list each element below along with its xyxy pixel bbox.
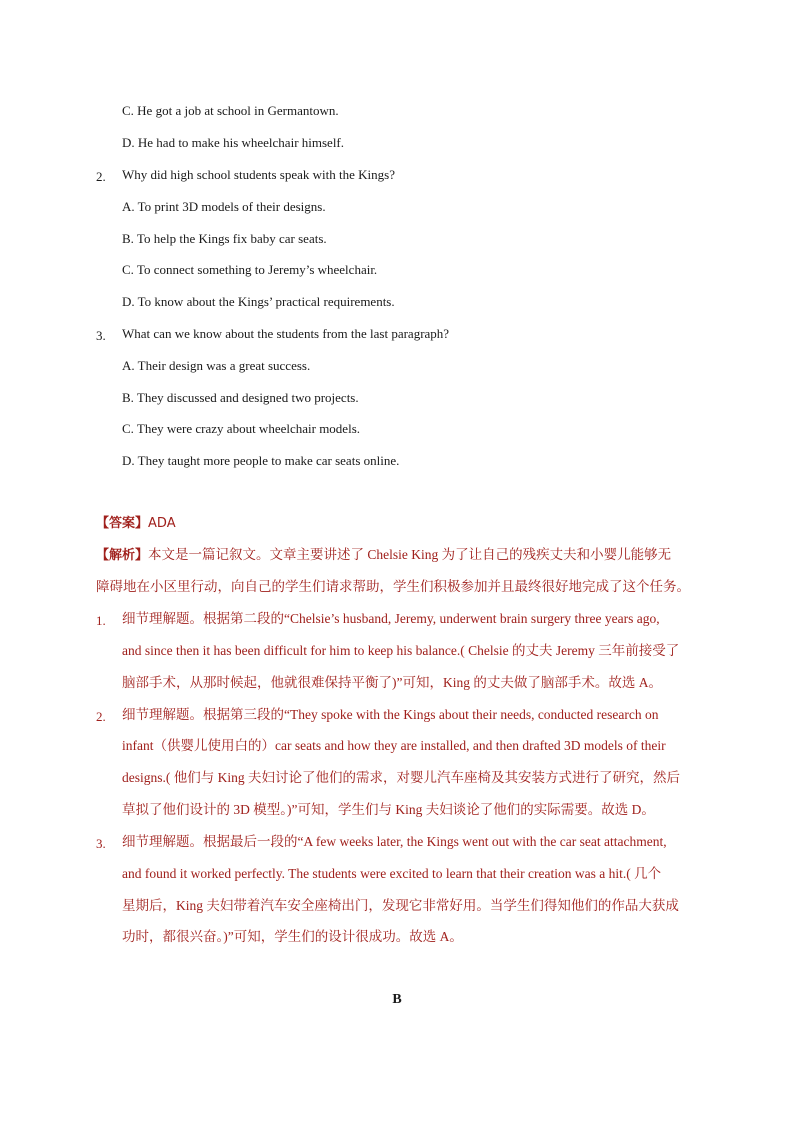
q2-option-b: B. To help the Kings fix baby car seats.: [122, 231, 327, 246]
analysis-item-1-line-2: and since then it has been difficult for him to keep his balance.( Chelsie 的丈夫 Jeremy 三年前接受了: [122, 643, 680, 658]
q3-option-b: B. They discussed and designed two projects.: [122, 390, 359, 405]
analysis-item-2-line-3: designs.( 他们与 King 夫妇讨论了他们的需求，对婴儿汽车座椅及其安装方式进行了研究，然后: [122, 770, 680, 785]
analysis-item-2-line-1: 细节理解题。根据第三段的“They spoke with the Kings about their needs, conducted research on: [122, 707, 659, 722]
q2-option-d: D. To know about the Kings’ practical requirements.: [122, 294, 395, 309]
analysis-item-1-line-1: 细节理解题。根据第二段的“Chelsie’s husband, Jeremy, underwent brain surgery three years ago,: [122, 611, 660, 626]
analysis-item-1-line-3: 脑部手术，从那时候起，他就很难保持平衡了)”可知，King 的丈夫做了脑部手术。故选 A。: [122, 675, 662, 690]
q1-option-d: D. He had to make his wheelchair himself.: [122, 135, 345, 150]
q3-option-c: C. They were crazy about wheelchair models.: [122, 421, 360, 436]
analysis-item-3-number: 3.: [96, 836, 106, 851]
analysis-item-3-line-2: and found it worked perfectly. The students were excited to learn that their creation was a hit.( 几个: [122, 866, 662, 881]
answer-value: ADA: [148, 516, 176, 531]
q3-question: What can we know about the students from the last paragraph?: [122, 326, 450, 341]
answer-block: [96, 514, 176, 534]
analysis-item-2-number: 2.: [96, 709, 106, 724]
analysis-intro-line-1: 【解析】本文是一篇记叙文。文章主要讲述了 Chelsie King 为了让自己的残疾丈夫和小婴儿能够无: [96, 547, 672, 563]
q2-question: Why did high school students speak with the Kings?: [122, 167, 395, 182]
analysis-item-3-line-4: 功时，都很兴奋。)”可知，学生们的设计很成功。故选 A。: [122, 929, 463, 944]
analysis-item-2-line-2: infant（供婴儿使用白的）car seats and how they are installed, and then drafted 3D models of their: [122, 738, 666, 753]
q2-option-c: C. To connect something to Jeremy’s wheelchair.: [122, 262, 378, 277]
analysis-item-1-number: 1.: [96, 613, 106, 628]
q2-option-a: A. To print 3D models of their designs.: [122, 199, 326, 214]
answer-label: 【答案】: [96, 516, 149, 531]
analysis-item-3-line-1: 细节理解题。根据最后一段的“A few weeks later, the Kings went out with the car seat attachment,: [122, 834, 667, 849]
q2-number: 2.: [96, 169, 106, 184]
section-heading-b: B: [392, 992, 402, 1007]
analysis-item-3-line-3: 星期后，King 夫妇带着汽车安全座椅出门，发现它非常好用。当学生们得知他们的作品大获成: [122, 898, 679, 913]
analysis-label: 【解析】: [96, 548, 149, 563]
q3-number: 3.: [96, 328, 106, 343]
analysis-intro-line-2: 障碍地在小区里行动，向自己的学生们请求帮助，学生们积极参加并且最终很好地完成了这个任务。: [96, 579, 690, 594]
q1-option-c: C. He got a job at school in Germantown.: [122, 103, 339, 118]
q3-option-d: D. They taught more people to make car seats online.: [122, 453, 400, 468]
analysis-item-2-line-4: 草拟了他们设计的 3D 模型。)”可知，学生们与 King 夫妇谈论了他们的实际需要。故选 D。: [122, 802, 655, 817]
q3-option-a: A. Their design was a great success.: [122, 358, 311, 373]
